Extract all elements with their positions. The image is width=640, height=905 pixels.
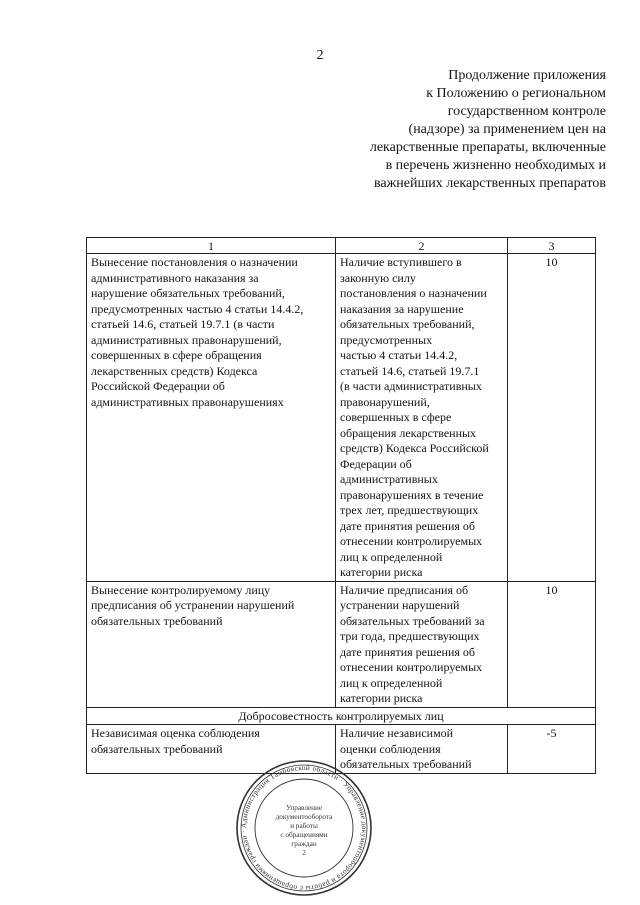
cell-line: обращения лекарственных [340,425,477,440]
cell-line: Наличие предписания об [340,582,469,597]
cell-line: статьей 14.6, статьей 19.7.1 (в части [91,317,275,331]
column-header: 2 [336,238,508,254]
cell-line: совершенных в сфере обращения [91,348,262,362]
cell-line: Наличие вступившего в [340,255,462,269]
cell-line: Независимая оценка соблюдения [91,726,260,740]
cell-line: лекарственных средств) Кодекса [91,363,258,378]
header-line: важнейших лекарственных препаратов [373,176,606,191]
criterion-cell [87,254,336,582]
appendix-header [300,67,606,193]
stamp-center-line: граждан [291,840,317,848]
cell-line: наказания за нарушение [340,301,464,316]
cell-line: средств) Кодекса Российской [340,441,489,455]
cell-line: предусмотренных [340,332,433,347]
cell-line: Вынесение контролируемому лицу [91,582,271,597]
cell-line: нарушение обязательных требований, [91,286,285,300]
stamp-center-line: документооборота [275,813,333,821]
stamp-center-line: с обращениями [280,831,328,839]
score-cell: 10 [508,581,596,707]
cell-line: предусмотренных частью 4 статьи 14.4.2, [91,301,304,316]
cell-line: три года, предшествующих [340,629,480,643]
cell-line: лиц к определенной [340,549,443,564]
cell-line: отнесении контролируемых [340,660,483,674]
cell-line: административных правонарушениях [91,394,284,409]
header-line: (надзоре) за применением цен на [408,122,606,137]
cell-line: частью 4 статьи 14.4.2, [340,348,458,362]
condition-cell [336,254,508,582]
cell-line: дате принятия решения об [340,518,476,533]
column-header: 3 [508,238,596,254]
cell-line: административных [340,472,438,486]
cell-line: обязательных требований [91,613,223,628]
table-header-row [87,238,596,254]
cell-line: совершенных в сфере [340,410,452,424]
score-cell: 10 [508,254,596,582]
score-cell: -5 [508,725,596,774]
section-row [87,707,596,725]
condition-cell [336,581,508,707]
stamp-center-line: 2 [302,849,306,857]
section-title: Добросовестность контролируемых лиц [87,707,596,725]
table-row [87,581,596,707]
cell-line: лиц к определенной [340,675,443,690]
cell-line: правонарушениях в течение [340,487,484,502]
cell-line: Наличие независимой [340,726,454,740]
stamp-center-line: и работы [290,822,318,830]
cell-line: категории риска [340,691,423,705]
cell-line: Российской Федерации об [91,379,225,393]
cell-line: статьей 14.6, статьей 19.7.1 [340,363,480,378]
cell-line: оценки соблюдения [340,741,441,756]
cell-line: дате принятия решения об [340,644,476,659]
header-line: государственном контроле [447,104,606,119]
cell-line: Вынесение постановления о назначении [91,255,298,269]
cell-line: обязательных требований за [340,613,485,628]
cell-line: (в части административных [340,379,482,393]
cell-line: обязательных требований [91,741,223,756]
cell-line: устранении нарушений [340,598,460,612]
header-line: в перечень жизненно необходимых и [385,158,606,173]
cell-line: обязательных требований, [340,317,475,331]
page-number: 2 [316,48,324,63]
stamp-center-line: Управление [285,804,323,812]
table-row [87,254,596,582]
official-stamp [234,758,374,898]
risk-criteria-table [86,237,596,774]
header-line: лекарственные препараты, включенные [369,140,606,155]
cell-line: административных правонарушений, [91,332,282,347]
cell-line: категории риска [340,565,423,579]
column-header: 1 [87,238,336,254]
header-line: к Положению о региональном [426,86,606,101]
criterion-cell [87,581,336,707]
cell-line: Федерации об [340,456,412,471]
header-line: Продолжение приложения [448,68,606,83]
cell-line: обязательных требований [340,757,472,771]
stamp-outer-text: Администрация Тамбовской области · Управление документооборота и работы с обращениями граждан · [238,762,370,894]
cell-line: постановления о назначении [340,286,487,300]
cell-line: административного наказания за [91,270,259,285]
cell-line: отнесении контролируемых [340,534,483,548]
cell-line: трех лет, предшествующих [340,503,479,517]
cell-line: предписания об устранении нарушений [91,598,295,612]
cell-line: законную силу [340,270,416,285]
cell-line: правонарушений, [340,394,430,409]
